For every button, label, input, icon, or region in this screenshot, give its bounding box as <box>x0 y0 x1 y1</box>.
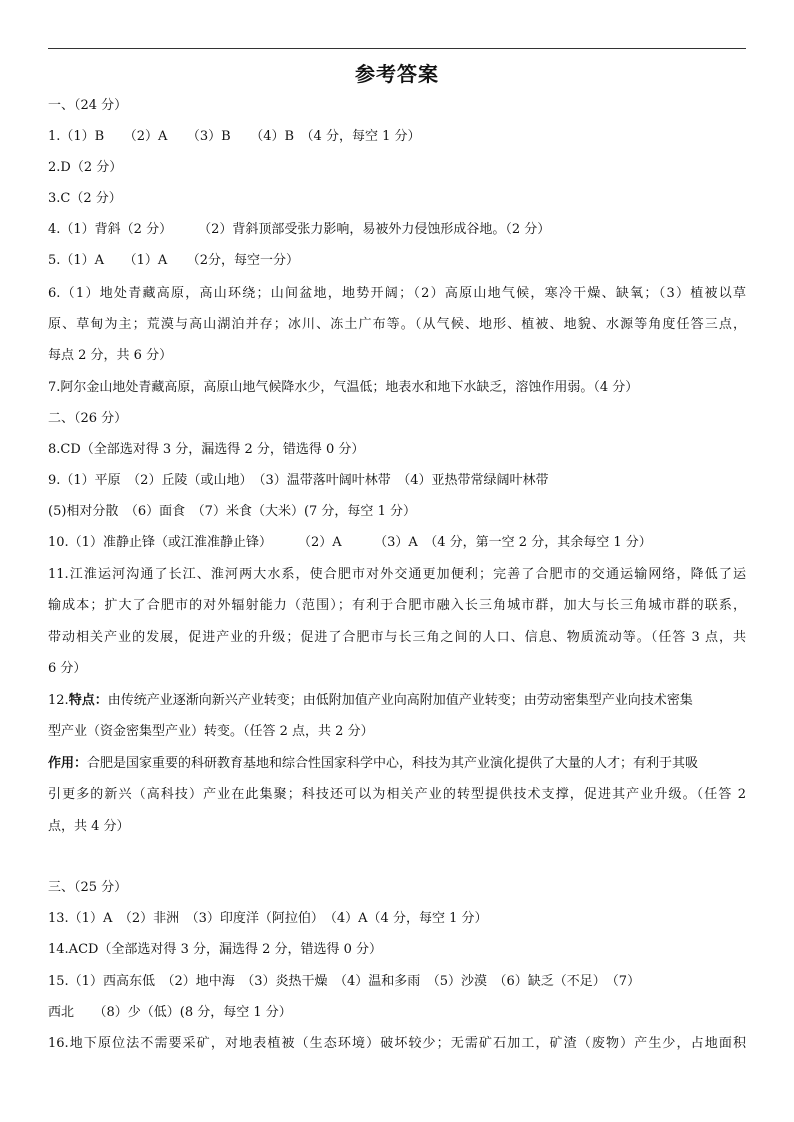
answer-line: 型产业（资金密集型产业）转变。（任答 2 点，共 2 分） <box>48 724 374 739</box>
answer-line: 7.阿尔金山地处青藏高原，高原山地气候降水少，气温低；地表水和地下水缺乏，溶蚀作用弱。（4 分） <box>48 380 639 395</box>
answer-line: 14.ACD（全部选对得 3 分，漏选得 2 分，错选得 0 分） <box>48 942 383 957</box>
answer-line: 6 分） <box>48 661 87 676</box>
section-heading-2: 二、（26 分） <box>48 411 128 426</box>
page-title: 参考答案 <box>355 62 439 86</box>
answer-line: 原、草甸为主；荒漠与高山湖泊并存；冰川、冻土广布等。（从气候、地形、植被、地貌、水源等角度任答三点， <box>48 317 746 332</box>
answer-line: 2.D（2 分） <box>48 160 123 175</box>
answer-line: 16.地下原位法不需要采矿，对地表植被（生态环境）破坏较少；无需矿石加工，矿渣（废物）产生少，占地面积 <box>48 1036 746 1051</box>
answer-line: 引更多的新兴（高科技）产业在此集聚；科技还可以为相关产业的转型提供技术支撑，促进其产业升级。（任答 2 <box>48 787 746 802</box>
answer-line: 1.（1）B （2）A （3）B （4）B （4 分，每空 1 分） <box>48 129 421 144</box>
answer-line: 3.C（2 分） <box>48 191 122 206</box>
answer-line: 5.（1）A （1）A （2分，每空一分） <box>48 253 299 268</box>
answer-line: 每点 2 分，共 6 分） <box>48 348 173 363</box>
answer-line: 带动相关产业的发展，促进产业的升级；促进了合肥市与长三角之间的人口、信息、物质流动等。（任答 3 点，共 <box>48 630 746 645</box>
question-number: 12. <box>48 693 69 708</box>
answer-text: 由传统产业逐渐向新兴产业转变；由低附加值产业向高附加值产业转变；由劳动密集型产业向技术密集 <box>107 693 693 708</box>
answer-line: 西北 （8）少（低）(8 分，每空 1 分） <box>48 1005 292 1020</box>
bold-label-features: 特点： <box>68 693 108 708</box>
section-heading-3: 三、（25 分） <box>48 880 128 895</box>
answer-text: 合肥是国家重要的科研教育基地和综合性国家科学中心，科技为其产业演化提供了大量的人才；有利于其吸 <box>87 756 699 771</box>
answer-line-12 <box>48 691 746 711</box>
answer-line: 输成本；扩大了合肥市的对外辐射能力（范围）；有利于合肥市融入长三角城市群，加大与长三角城市群的联系， <box>48 598 746 613</box>
answer-line: (5)相对分散 （6）面食 （7）米食（大米）(7 分，每空 1 分） <box>48 504 416 519</box>
answer-line: 15.（1）西高东低 （2）地中海 （3）炎热干燥 （4）温和多雨 （5）沙漠 （6）缺乏（不足） （7） <box>48 974 641 989</box>
answer-line: 8.CD（全部选对得 3 分，漏选得 2 分，错选得 0 分） <box>48 442 365 457</box>
section-heading-1: 一、（24 分） <box>48 98 128 113</box>
answer-line: 10.（1）准静止锋（或江淮准静止锋） （2）A （3）A （4 分，第一空 2 分，其余每空 1 分） <box>48 535 652 550</box>
answer-line: 9.（1）平原 （2）丘陵（或山地） （3）温带落叶阔叶林带 （4）亚热带常绿阔叶林带 <box>48 473 549 488</box>
answer-line: 点，共 4 分） <box>48 819 130 834</box>
answer-line: 4.（1）背斜（2 分） （2）背斜顶部受张力影响，易被外力侵蚀形成谷地。（2 分） <box>48 222 551 237</box>
answer-line: 13.（1）A （2）非洲 （3）印度洋（阿拉伯） （4）A（4 分，每空 1 分） <box>48 911 488 926</box>
answer-line: 11.江淮运河沟通了长江、淮河两大水系，使合肥市对外交通更加便利；完善了合肥市的交通运输网络，降低了运 <box>48 567 746 582</box>
answer-line-role <box>48 754 746 774</box>
header-rule <box>48 48 746 49</box>
answer-line: 6.（1）地处青藏高原，高山环绕；山间盆地，地势开阔；（2）高原山地气候，寒冷干燥、缺氧；（3）植被以草 <box>48 286 746 301</box>
bold-label-role: 作用： <box>48 756 88 771</box>
